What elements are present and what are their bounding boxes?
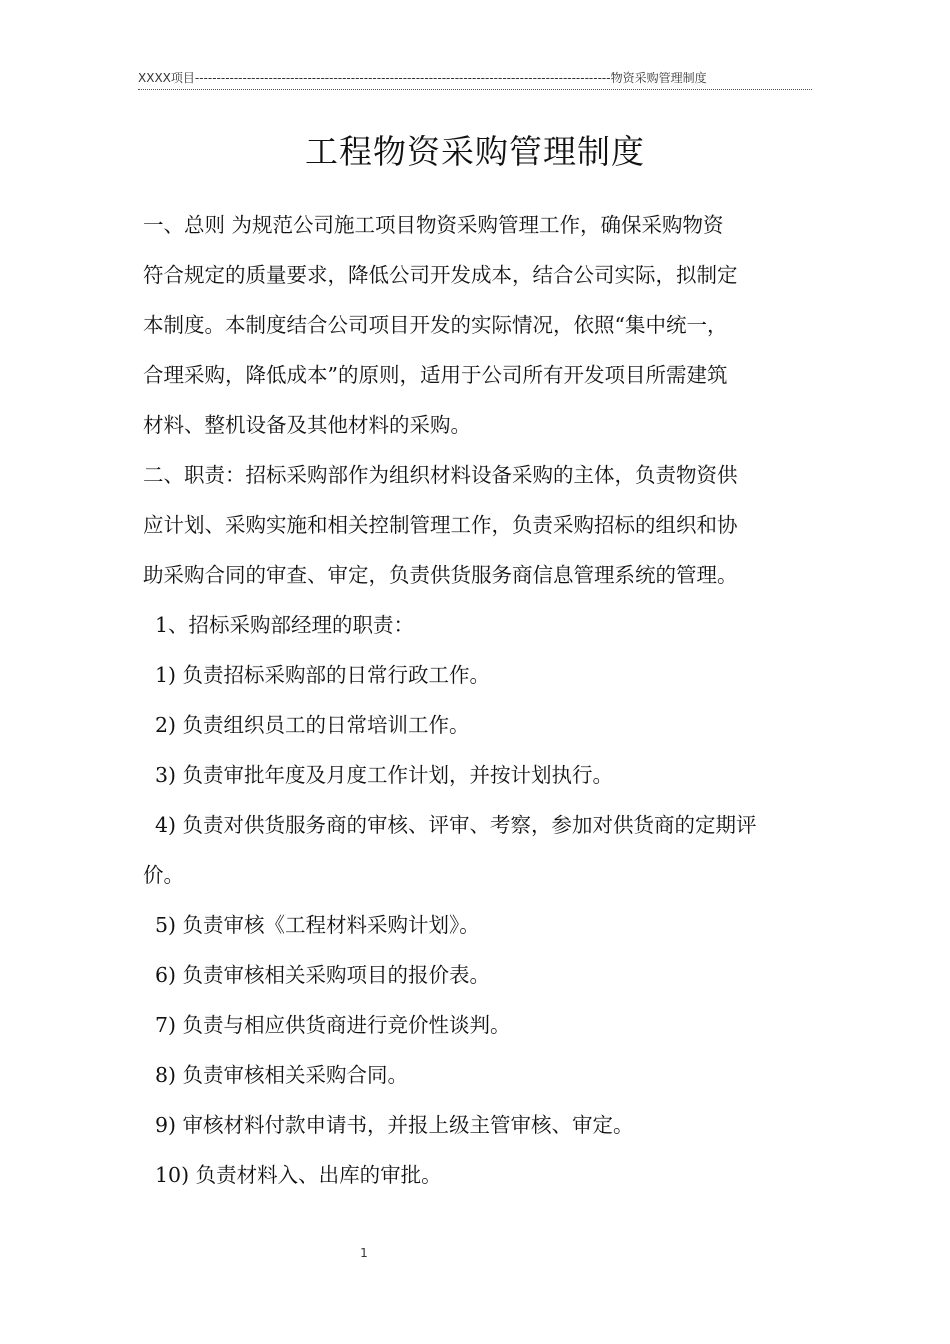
- paragraph-line: 应计划、采购实施和相关控制管理工作，负责采购招标的组织和协: [143, 513, 738, 537]
- running-header: XXXX项目------------------------------------------------------------------------------------------------物资采购管理制度: [138, 71, 707, 85]
- list-item: 3) 负责审批年度及月度工作计划，并按计划执行。: [155, 763, 614, 787]
- list-item: 6) 负责审核相关采购项目的报价表。: [155, 963, 491, 987]
- document-body: [143, 200, 807, 1200]
- list-item-continuation: 价。: [143, 863, 184, 887]
- header-divider: [138, 89, 812, 90]
- paragraph-line: 助采购合同的审查、审定，负责供货服务商信息管理系统的管理。: [143, 563, 738, 587]
- list-item: 7) 负责与相应供货商进行竞价性谈判。: [155, 1013, 511, 1037]
- paragraph-line: 本制度。本制度结合公司项目开发的实际情况，依照“集中统一，: [143, 313, 728, 337]
- paragraph-line: 材料、整机设备及其他材料的采购。: [143, 413, 471, 437]
- paragraph-line-duties: 二、职责：招标采购部作为组织材料设备采购的主体，负责物资供: [143, 463, 738, 487]
- page-number: 1: [360, 1246, 368, 1260]
- paragraph-line: 符合规定的质量要求，降低公司开发成本，结合公司实际，拟制定: [143, 263, 738, 287]
- document-title: 工程物资采购管理制度: [305, 132, 645, 171]
- paragraph-line-general: 一、总则 为规范公司施工项目物资采购管理工作，确保采购物资: [143, 213, 724, 237]
- paragraph-line: 合理采购，降低成本”的原则，适用于公司所有开发项目所需建筑: [143, 363, 728, 387]
- list-item: 8) 负责审核相关采购合同。: [155, 1063, 409, 1087]
- list-item: 1) 负责招标采购部的日常行政工作。: [155, 663, 491, 687]
- list-item: 2) 负责组织员工的日常培训工作。: [155, 713, 470, 737]
- list-item: 9) 审核材料付款申请书，并报上级主管审核、审定。: [155, 1113, 634, 1137]
- list-item: 5) 负责审核《工程材料采购计划》。: [155, 913, 480, 937]
- list-item: 4) 负责对供货服务商的审核、评审、考察，参加对供货商的定期评: [155, 813, 757, 837]
- list-item: 10) 负责材料入、出库的审批。: [155, 1163, 442, 1187]
- section-heading-manager-duties: 1、招标采购部经理的职责：: [155, 613, 415, 637]
